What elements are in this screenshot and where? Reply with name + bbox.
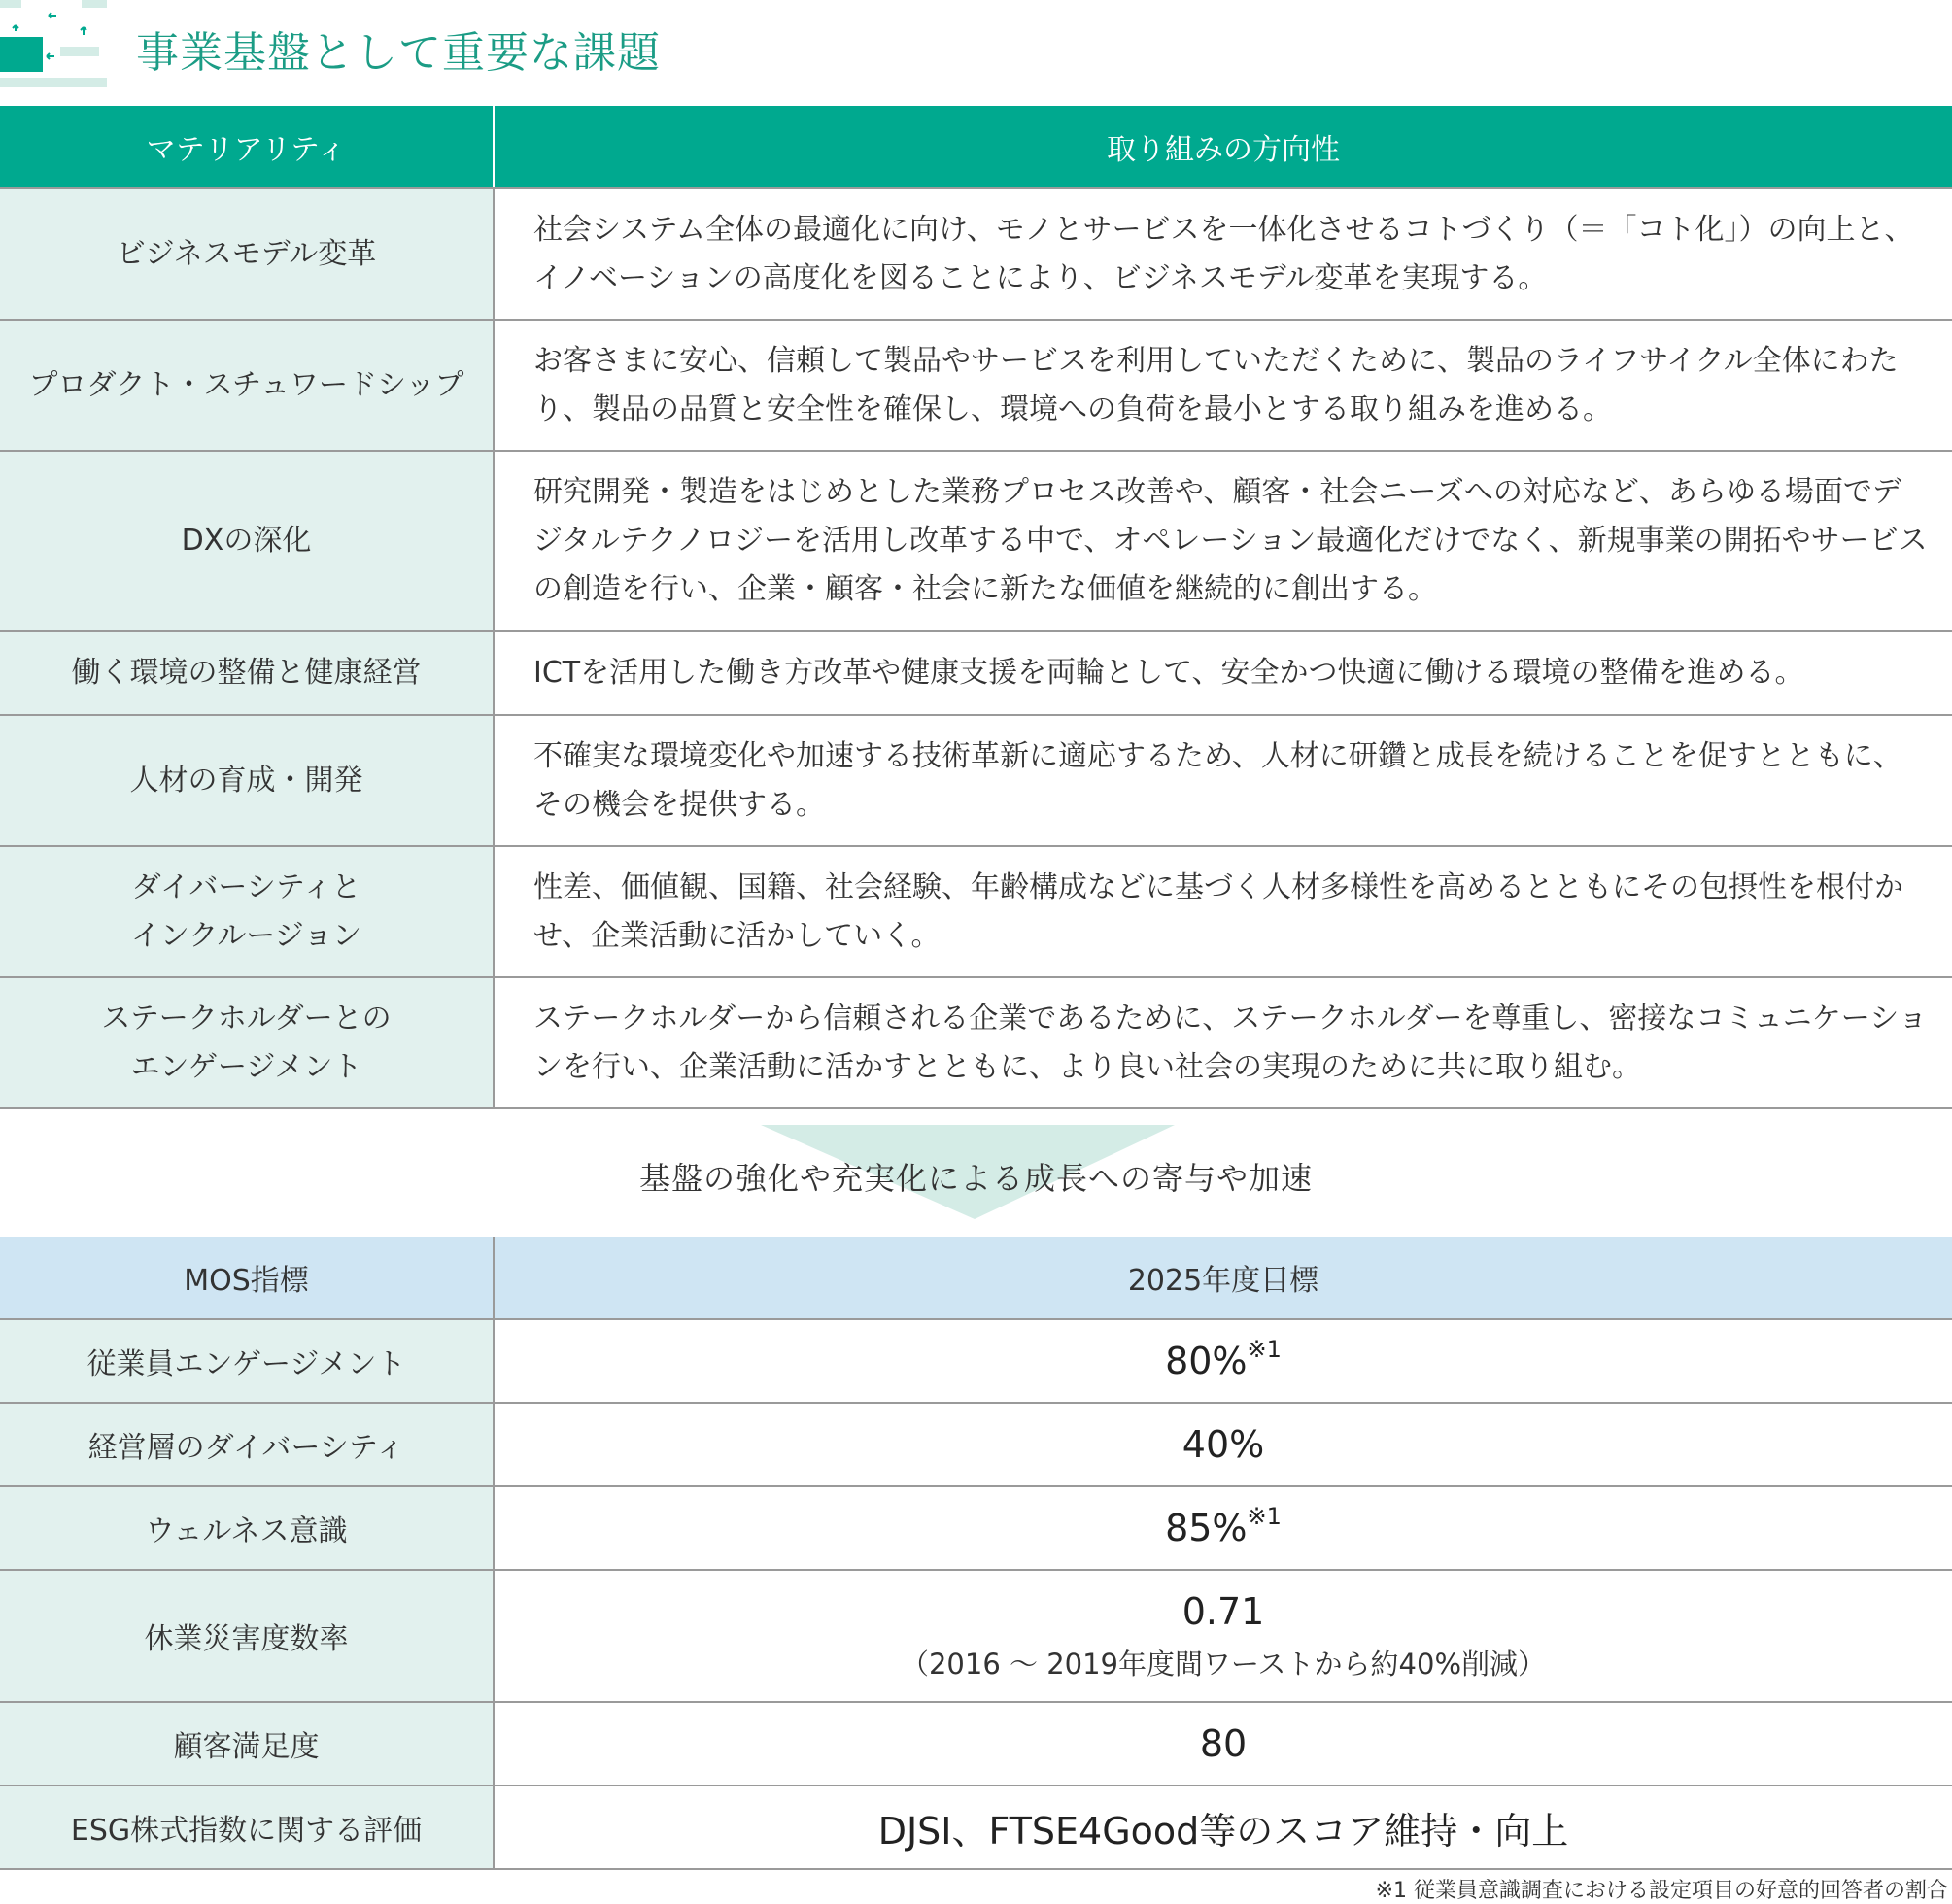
materiality-name-line2: エンゲージメント <box>130 1049 362 1084</box>
indicator-name: 顧客満足度 <box>0 1702 494 1785</box>
materiality-name-line2: インクルージョン <box>130 918 362 953</box>
materiality-name-line1: ステークホルダーとの <box>101 1001 392 1036</box>
target-value: 85% <box>1165 1507 1248 1549</box>
indicator-target <box>494 1319 1952 1403</box>
indicator-target <box>494 1486 1952 1570</box>
materiality-direction: 社会システム全体の最適化に向け、モノとサービスを一体化させるコトづくり（＝「コト化」）の向上と、イノベーションの高度化を図ることにより、ビジネスモデル変革を実現する。 <box>494 188 1952 320</box>
header-indicator: MOS指標 <box>0 1237 494 1319</box>
indicator-target <box>494 1702 1952 1785</box>
table-row <box>0 1403 1952 1486</box>
materiality-name-line1: ダイバーシティと <box>131 869 361 904</box>
target-subnote: （2016 ～ 2019年度間ワーストから約40%削減） <box>900 1647 1547 1681</box>
table-row <box>0 1319 1952 1403</box>
table-header-row <box>0 106 1952 188</box>
indicator-target <box>494 1403 1952 1486</box>
mos-table <box>0 1237 1952 1870</box>
indicator-name: 休業災害度数率 <box>0 1570 494 1702</box>
arrow-section <box>0 1110 1952 1237</box>
table-header-row <box>0 1237 1952 1319</box>
section-logo-icon <box>0 0 107 87</box>
materiality-name: プロダクト・スチュワードシップ <box>0 320 494 451</box>
materiality-direction: ICTを活用した働き方改革や健康支援を両輪として、安全かつ快適に働ける環境の整備を進める。 <box>494 631 1952 715</box>
table-row <box>0 1570 1952 1702</box>
indicator-name: ウェルネス意識 <box>0 1486 494 1570</box>
table-row <box>0 1785 1952 1869</box>
target-value: 0.71 <box>1181 1589 1265 1633</box>
indicator-name: 従業員エンゲージメント <box>0 1319 494 1403</box>
header-target: 2025年度目標 <box>494 1237 1952 1319</box>
header-direction: 取り組みの方向性 <box>494 106 1952 188</box>
table-row <box>0 977 1952 1108</box>
footnote: ※1 従業員意識調査における設定項目の好意的回答者の割合 <box>1375 1879 1948 1903</box>
materiality-name: ビジネスモデル変革 <box>0 188 494 320</box>
target-value: 80% <box>1165 1340 1248 1382</box>
page-title: 事業基盤として重要な課題 <box>136 28 661 78</box>
materiality-name <box>0 977 494 1108</box>
table-row <box>0 715 1952 846</box>
target-value: 80 <box>1199 1722 1248 1765</box>
table-row <box>0 1486 1952 1570</box>
table-row <box>0 846 1952 977</box>
indicator-name: 経営層のダイバーシティ <box>0 1403 494 1486</box>
arrow-label: 基盤の強化や充実化による成長への寄与や加速 <box>638 1160 1313 1197</box>
indicator-name: ESG株式指数に関する評価 <box>0 1785 494 1869</box>
materiality-table <box>0 106 1952 1109</box>
materiality-direction: 研究開発・製造をはじめとした業務プロセス改善や、顧客・社会ニーズへの対応など、あらゆる場面でデジタルテクノロジーを活用し改革する中で、オペレーション最適化だけでなく、新規事業の開拓やサービスの創造を行い、企業・顧客・社会に新たな価値を継続的に創出する。 <box>494 451 1952 631</box>
footnote-mark: ※1 <box>1247 1336 1282 1363</box>
materiality-direction: 性差、価値観、国籍、社会経験、年齢構成などに基づく人材多様性を高めるとともにその包摂性を根付かせ、企業活動に活かしていく。 <box>494 846 1952 977</box>
footnote-mark: ※1 <box>1247 1503 1282 1530</box>
materiality-name: 人材の育成・開発 <box>0 715 494 846</box>
table-row <box>0 1702 1952 1785</box>
materiality-direction: 不確実な環境変化や加速する技術革新に適応するため、人材に研鑽と成長を続けることを促すとともに、その機会を提供する。 <box>494 715 1952 846</box>
table-row <box>0 451 1952 631</box>
header-materiality: マテリアリティ <box>0 106 494 188</box>
table-row <box>0 188 1952 320</box>
materiality-direction: お客さまに安心、信頼して製品やサービスを利用していただくために、製品のライフサイクル全体にわたり、製品の品質と安全性を確保し、環境への負荷を最小とする取り組みを進める。 <box>494 320 1952 451</box>
header <box>0 0 1952 92</box>
indicator-target <box>494 1785 1952 1869</box>
table-row <box>0 320 1952 451</box>
target-value: 40% <box>1181 1423 1265 1466</box>
materiality-name: DXの深化 <box>0 451 494 631</box>
materiality-direction: ステークホルダーから信頼される企業であるために、ステークホルダーを尊重し、密接なコミュニケーションを行い、企業活動に活かすとともに、より良い社会の実現のために共に取り組む。 <box>494 977 1952 1108</box>
target-value: DJSI、FTSE4Good等のスコア維持・向上 <box>877 1809 1569 1853</box>
indicator-target <box>494 1570 1952 1702</box>
materiality-name <box>0 846 494 977</box>
table-row <box>0 631 1952 715</box>
materiality-name: 働く環境の整備と健康経営 <box>0 631 494 715</box>
